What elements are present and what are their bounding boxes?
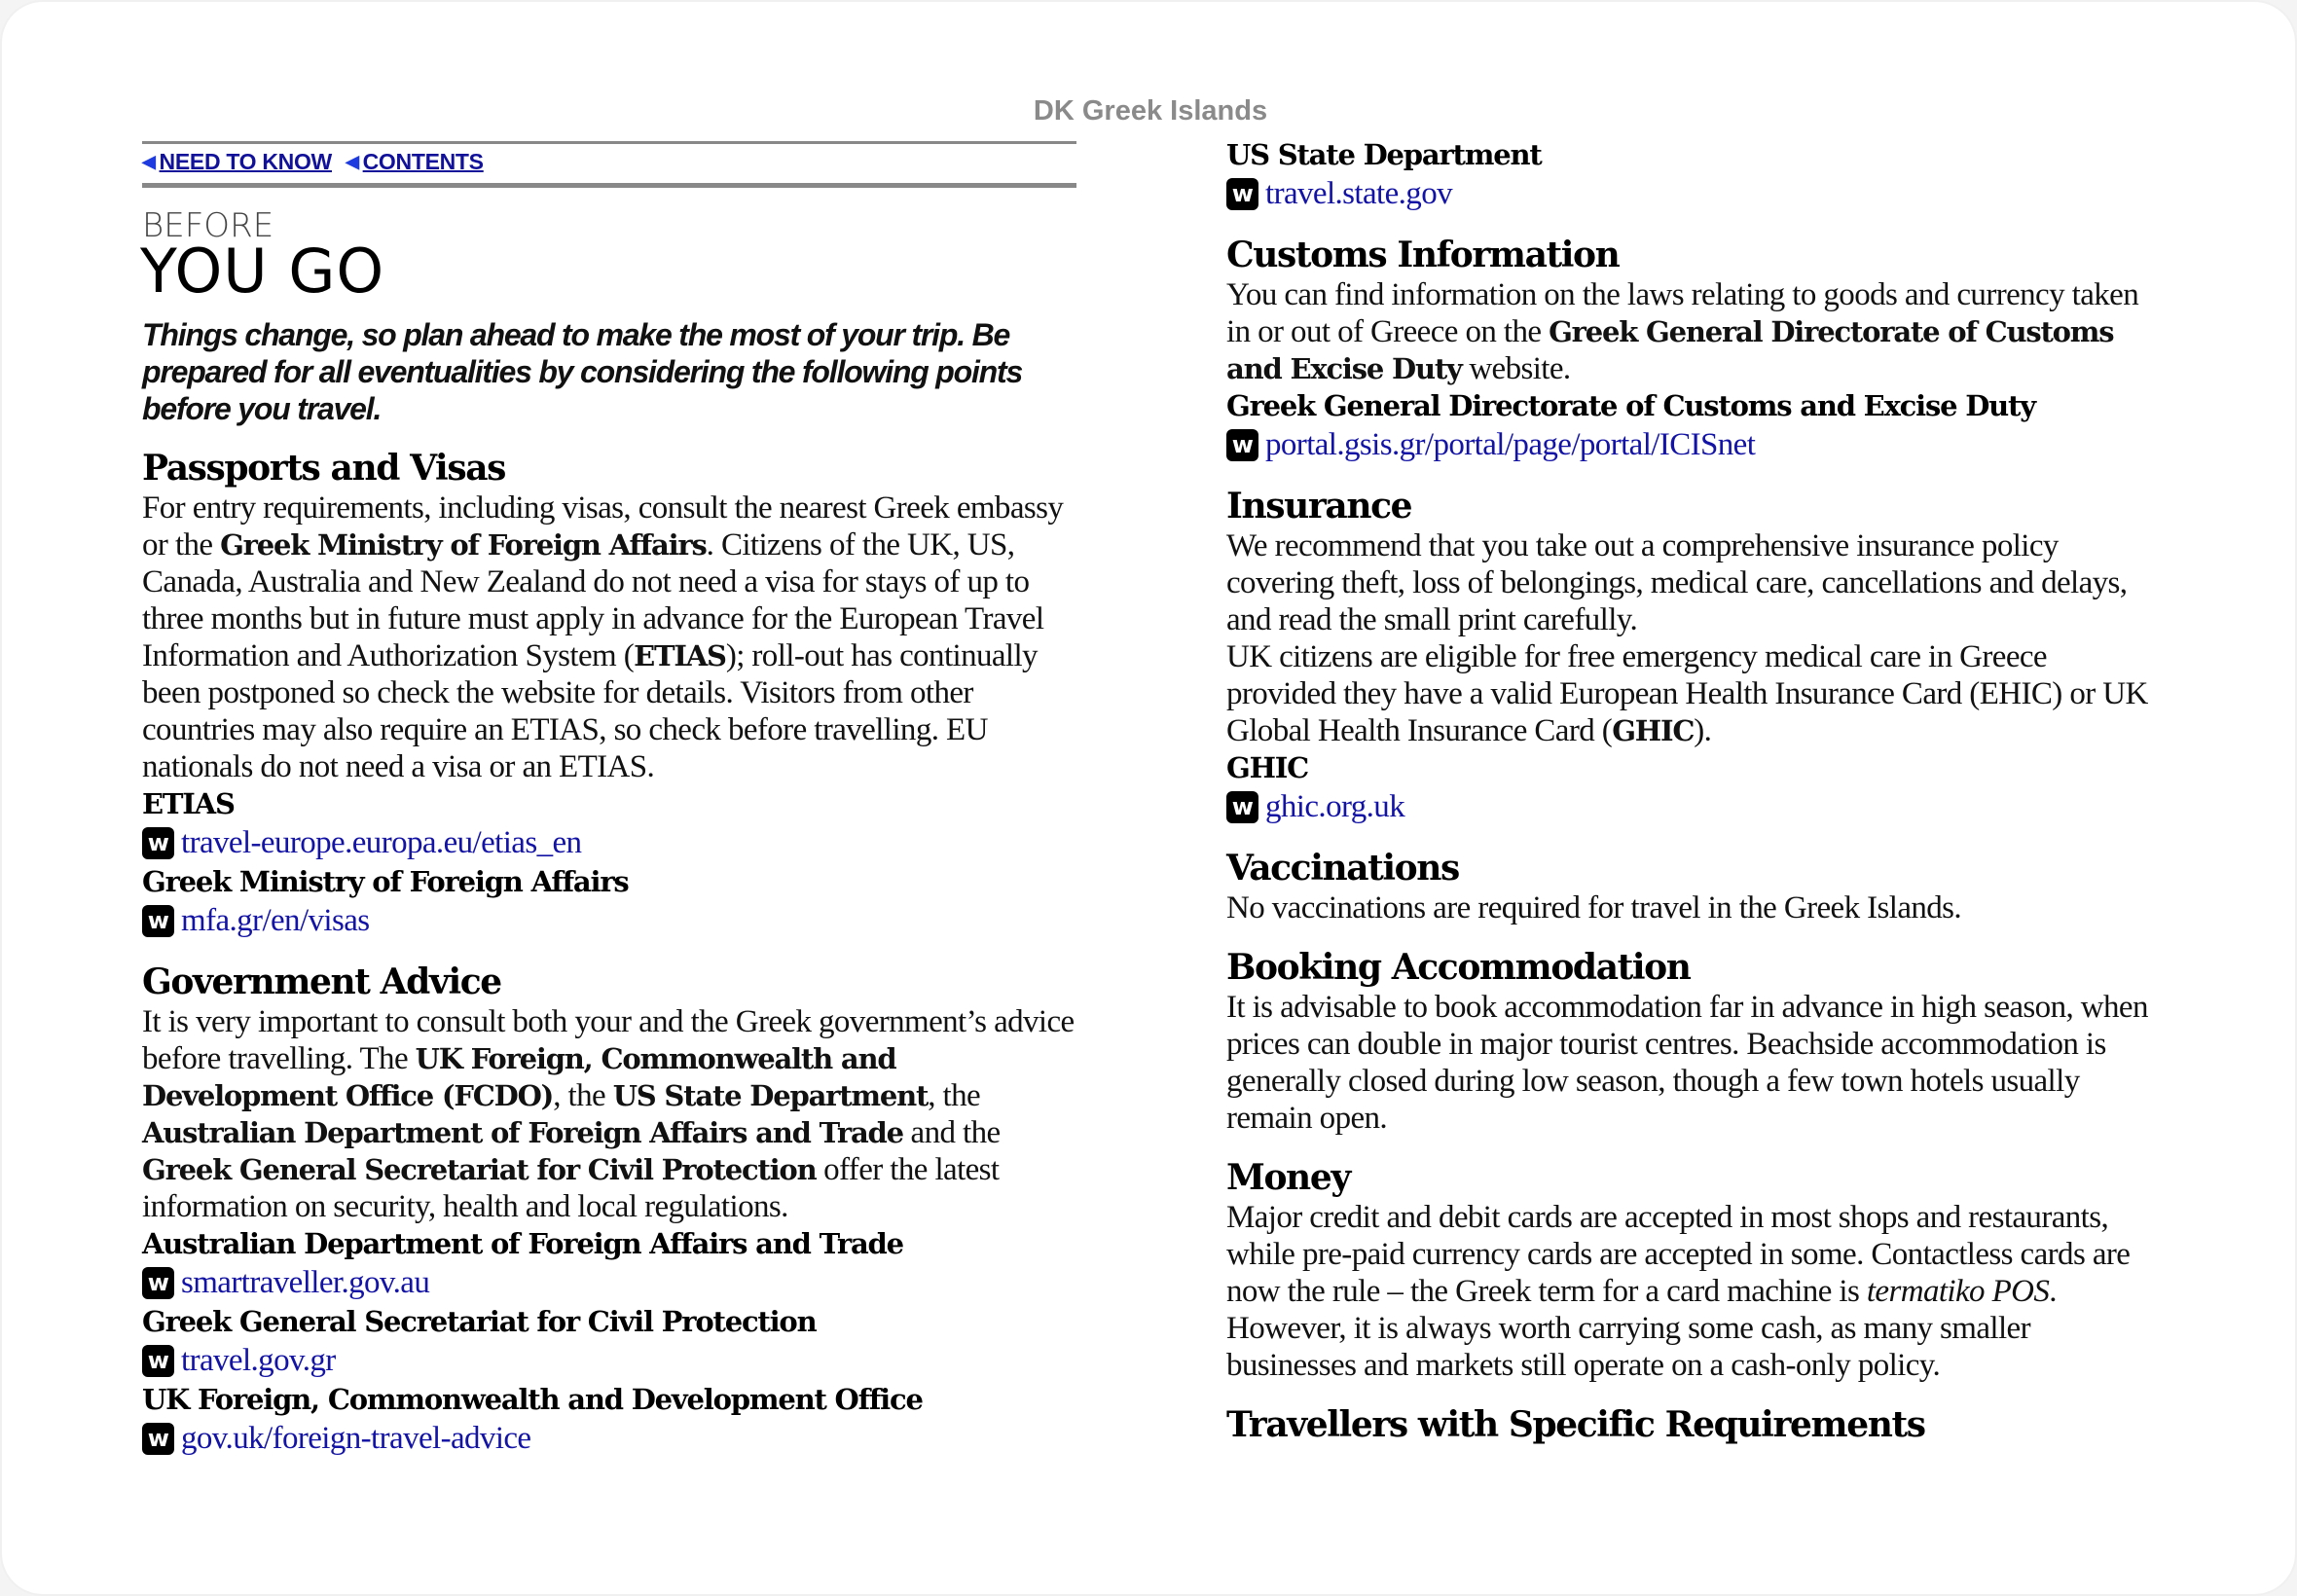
- body-text: , the: [553, 1078, 613, 1113]
- body-italic: termatiko POS: [1866, 1274, 2050, 1309]
- section-passports: [142, 447, 1076, 941]
- w-website-icon: w: [142, 1423, 174, 1455]
- body-bold: ETIAS: [634, 639, 726, 672]
- section-body: [1226, 1199, 2161, 1384]
- section-heading: Government Advice: [142, 961, 501, 1002]
- body-text: ).: [1694, 713, 1712, 748]
- body-text: . However, it is always worth carrying some cash, as many smaller businesses and markets still operate on a cash-only policy.: [1226, 1274, 2057, 1383]
- section-body: [1226, 276, 2161, 387]
- w-website-icon: w: [1226, 429, 1258, 461]
- ref-link-row: [1226, 173, 2161, 214]
- right-flow: [1226, 136, 2161, 1446]
- body-text: and the: [902, 1115, 1001, 1150]
- page-title: YOU GO: [140, 236, 385, 307]
- ref-title: Greek General Secretariat for Civil Protection: [142, 1305, 817, 1338]
- w-website-icon: w: [142, 905, 174, 937]
- section-heading: Insurance: [1226, 486, 1412, 526]
- ref-title: Australian Department of Foreign Affairs and Trade: [142, 1227, 903, 1260]
- ref-title: GHIC: [1226, 751, 1309, 784]
- bottom-rule: [142, 183, 1076, 188]
- section-heading: Passports and Visas: [142, 448, 505, 489]
- body-text: , the: [928, 1078, 981, 1113]
- body-text: . Citizens of the UK, US, Canada, Australia and New Zealand do not need a visa for stays of up to three months but in future must apply in advance for the European Travel Information and Authorization System (: [142, 527, 1044, 673]
- w-website-icon: w: [142, 1267, 174, 1299]
- ref-link-row: [142, 1262, 1076, 1303]
- body-bold: Greek Ministry of Foreign Affairs: [220, 528, 707, 562]
- website-link[interactable]: travel-europe.europa.eu/etias_en: [181, 825, 582, 860]
- ref-link-row: [1226, 424, 2161, 465]
- body-text: For entry requirements, including visas, consult the nearest Greek embassy or the: [142, 490, 1064, 562]
- triangle-left-icon: ◀: [142, 152, 156, 171]
- section-booking: [1226, 946, 2161, 1137]
- left-flow: [142, 316, 1076, 1459]
- section-body: [1226, 638, 2161, 749]
- section-heading: Vaccinations: [1226, 848, 1459, 889]
- nav-link-need-to-know[interactable]: NEED TO KNOW: [159, 149, 332, 174]
- nav-link-contents[interactable]: CONTENTS: [362, 149, 484, 174]
- section-government-advice: [142, 961, 1076, 1459]
- section-money: [1226, 1156, 2161, 1384]
- w-website-icon: w: [1226, 178, 1258, 210]
- ref-link-row: [142, 822, 1076, 863]
- body-text: Major credit and debit cards are accepted in most shops and restaurants, while pre-paid currency cards are accepted in some. Contactless cards are now the rule – the Greek term for a card machine is: [1226, 1200, 2131, 1309]
- body-text: offer the latest information on security, health and local regulations.: [142, 1152, 1000, 1224]
- section-body: We recommend that you take out a comprehensive insurance policy covering theft, loss of belongings, medical care, cancellations and delays, and read the small print carefully.: [1226, 528, 2128, 637]
- section-insurance: [1226, 485, 2161, 827]
- website-link[interactable]: smartraveller.gov.au: [181, 1265, 430, 1300]
- section-vaccinations: [1226, 847, 2161, 926]
- section-body: It is advisable to book accommodation far in advance in high season, when prices can double in major tourist centres. Beachside accommodation is generally closed during low season, though a few town hotels usually remain open.: [1226, 990, 2148, 1136]
- ref-link-row: [142, 1340, 1076, 1381]
- body-bold: UK Foreign, Commonwealth and Development Office (FCDO): [142, 1042, 896, 1112]
- website-link[interactable]: travel.state.gov: [1265, 176, 1452, 211]
- body-text: You can find information on the laws relating to goods and currency taken in or out of Greece on the: [1226, 277, 2139, 349]
- page-kicker: BEFORE: [142, 206, 274, 245]
- section-heading: Money: [1226, 1157, 1350, 1198]
- website-link[interactable]: mfa.gr/en/visas: [181, 903, 370, 938]
- section-travellers: [1226, 1403, 2161, 1446]
- w-website-icon: w: [142, 827, 174, 859]
- ref-link-row: [1226, 786, 2161, 827]
- section-body: [142, 1003, 1076, 1225]
- body-text: UK citizens are eligible for free emergency medical care in Greece provided they have a valid European Health Insurance Card (EHIC) or UK Global Health Insurance Card (: [1226, 639, 2148, 748]
- ref-title: US State Department: [1226, 138, 1542, 171]
- breadcrumb-nav: [142, 149, 492, 175]
- intro-paragraph: Things change, so plan ahead to make the most of your trip. Be prepared for all eventualities by considering the following points before you travel.: [142, 317, 1023, 426]
- body-bold: GHIC: [1612, 714, 1695, 747]
- section-body: [142, 490, 1076, 785]
- w-website-icon: w: [142, 1345, 174, 1377]
- ref-title: Greek Ministry of Foreign Affairs: [142, 865, 629, 898]
- top-rule: [142, 141, 1076, 144]
- section-body: No vaccinations are required for travel in the Greek Islands.: [1226, 890, 1962, 925]
- section-heading: Customs Information: [1226, 235, 1620, 275]
- body-text: It is very important to consult both your and the Greek government’s advice before travelling. The: [142, 1004, 1075, 1076]
- website-link[interactable]: travel.gov.gr: [181, 1343, 336, 1378]
- website-link[interactable]: ghic.org.uk: [1265, 789, 1405, 824]
- ref-link-row: [142, 1418, 1076, 1459]
- body-bold: Greek General Directorate of Customs and Excise Duty: [1226, 315, 2114, 385]
- section-customs: [1226, 234, 2161, 465]
- w-website-icon: w: [1226, 791, 1258, 823]
- body-bold: Australian Department of Foreign Affairs and Trade: [142, 1116, 903, 1149]
- section-heading: Travellers with Specific Requirements: [1226, 1404, 1925, 1445]
- section-heading: Booking Accommodation: [1226, 947, 1691, 988]
- triangle-left-icon: ◀: [346, 152, 359, 171]
- ref-title: ETIAS: [142, 787, 235, 820]
- body-bold: US State Department: [612, 1079, 929, 1112]
- website-link[interactable]: gov.uk/foreign-travel-advice: [181, 1421, 531, 1456]
- book-title: DK Greek Islands: [1033, 95, 1268, 127]
- body-text: website.: [1461, 351, 1571, 386]
- ref-title: Greek General Directorate of Customs and Excise Duty: [1226, 389, 2035, 422]
- ref-title: UK Foreign, Commonwealth and Development Office: [142, 1383, 923, 1416]
- website-link[interactable]: portal.gsis.gr/portal/page/portal/ICISnet: [1265, 427, 1756, 462]
- body-bold: Greek General Secretariat for Civil Protection: [142, 1153, 817, 1186]
- body-text: ); roll-out has continually been postponed so check the website for details. Visitors from other countries may also require an ETIAS, so check before travelling. EU nationals do not need a visa or an ETIAS.: [142, 638, 1038, 784]
- ref-link-row: [142, 900, 1076, 941]
